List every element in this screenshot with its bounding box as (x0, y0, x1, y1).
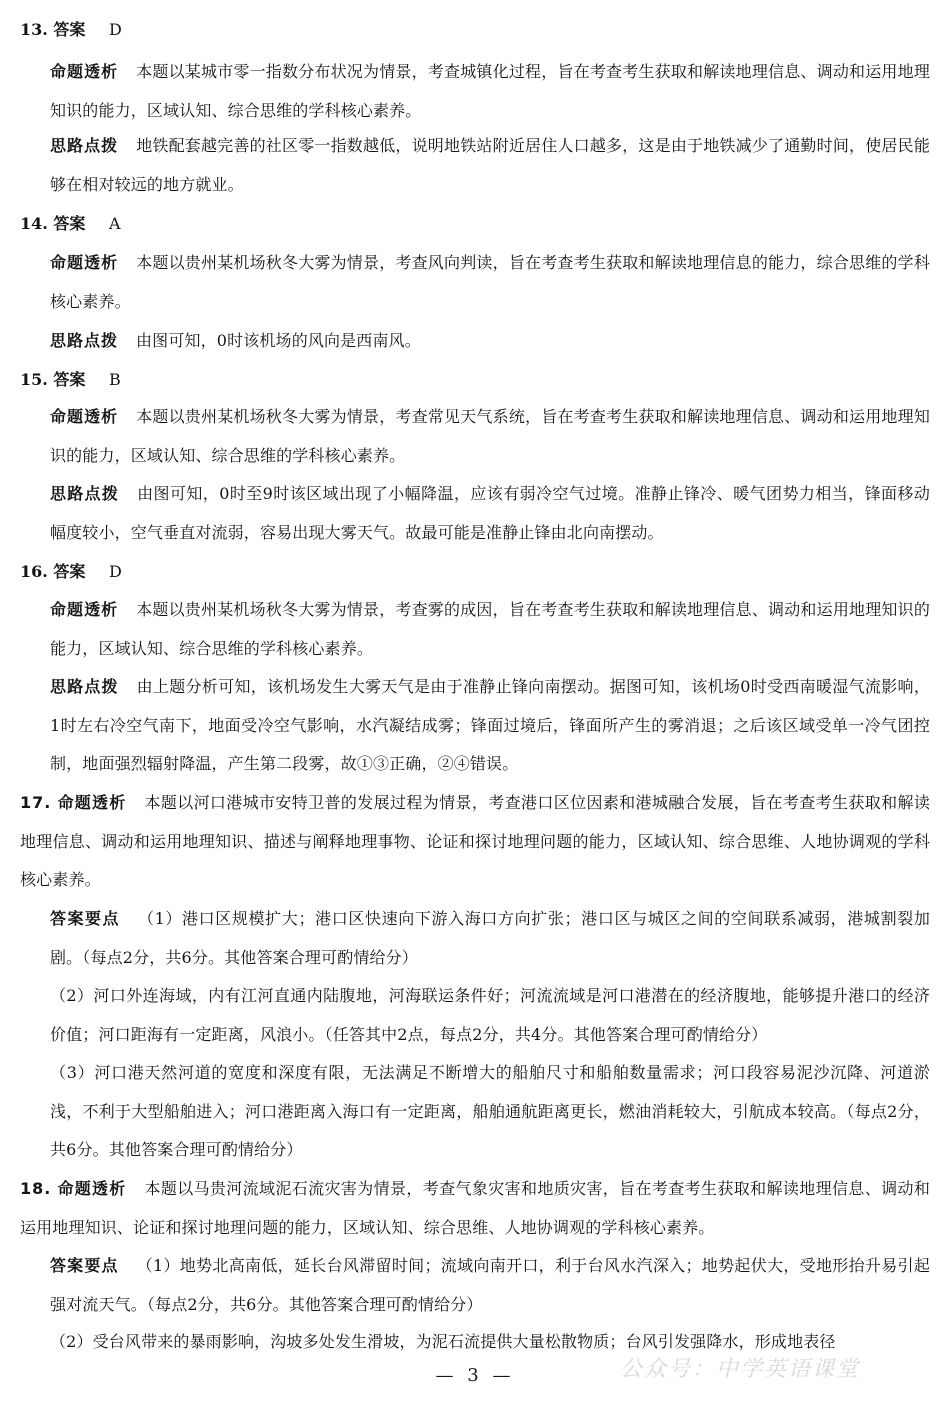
q16-analysis-label: 命题透析 (50, 600, 119, 619)
q17-analysis-text: 本题以河口港城市安特卫普的发展过程为情景，考查港口区位因素和港城融合发展，旨在考查考生获取和解读地理信息、调动和运用地理知识、描述与阐释地理事物、论证和探讨地理问题的能力，区域认知、综合思维、人地协调观的学科核心素养。 (20, 793, 930, 890)
q13-heading (20, 19, 122, 41)
q14-analysis (50, 244, 930, 321)
q16-answer-label: 答案 (53, 562, 86, 581)
q14-answer-label: 答案 (53, 214, 86, 233)
q13-analysis-label: 命题透析 (50, 62, 119, 81)
q13-hint-label: 思路点拨 (50, 136, 119, 155)
q16-hint-label: 思路点拨 (50, 677, 119, 696)
q15-analysis-label: 命题透析 (50, 407, 119, 426)
watermark: 公众号：中学英语课堂 (619, 1357, 860, 1382)
q13-analysis (50, 53, 930, 130)
q16-analysis (50, 591, 930, 668)
q16-analysis-text: 本题以贵州某机场秋冬大雾为情景，考查雾的成因，旨在考查考生获取和解读地理信息、调动和运用地理知识的能力，区域认知、综合思维的学科核心素养。 (50, 600, 930, 658)
q18-point-2: （2）受台风带来的暴雨影响，沟坡多处发生滑坡，为泥石流提供大量松散物质；台风引发强降水，形成地表径 (50, 1332, 836, 1351)
q16-hint-text: 由上题分析可知，该机场发生大雾天气是由于准静止锋向南摆动。据图可知，该机场0时受西南暖湿气流影响，1时左右冷空气南下，地面受冷空气影响，水汽凝结成雾；锋面过境后，锋面所产生的雾消退；之后该区域受单一冷气团控制，地面强烈辐射降温，产生第二段雾，故①③正确，②④错误。 (50, 677, 930, 774)
q14-heading (20, 213, 121, 235)
q15-answer: B (109, 370, 121, 389)
q17-point-3: （3）河口港天然河道的宽度和深度有限，无法满足不断增大的船舶尺寸和船舶数量需求；河口段容易泥沙沉降、河道淤浅，不利于大型船舶进入；河口港距离入海口有一定距离，船舶通航距离更长，燃油消耗较大，引航成本较高。（每点2分，共6分。其他答案合理可酌情给分） (50, 1063, 930, 1160)
q13-answer-label: 答案 (53, 20, 86, 39)
q15-heading (20, 369, 121, 391)
q15-analysis (50, 398, 930, 475)
q15-hint-label: 思路点拨 (50, 484, 120, 503)
q13-hint (50, 127, 930, 204)
q17-point-1 (50, 900, 930, 977)
q14-hint (50, 322, 930, 361)
page-number: — 3 — (435, 1365, 515, 1386)
q17-analysis (20, 784, 930, 900)
q14-analysis-label: 命题透析 (50, 253, 119, 272)
q14-number: 14. (20, 214, 48, 233)
q18-number: 18. (20, 1179, 52, 1198)
q18-analysis-text: 本题以马贵河流域泥石流灾害为情景，考查气象灾害和地质灾害，旨在考查考生获取和解读地理信息、调动和运用地理知识、论证和探讨地理问题的能力，区域认知、综合思维、人地协调观的学科核心素养。 (20, 1179, 930, 1237)
q16-answer: D (109, 562, 122, 581)
q17-analysis-label: 命题透析 (57, 793, 127, 812)
q13-answer: D (109, 20, 122, 39)
q13-hint-text: 地铁配套越完善的社区零一指数越低，说明地铁站附近居住人口越多，这是由于地铁减少了通勤时间，使居民能够在相对较远的地方就业。 (50, 136, 930, 194)
q15-number: 15. (20, 370, 48, 389)
q14-hint-label: 思路点拨 (50, 331, 119, 350)
q17-number: 17. (20, 793, 52, 812)
q15-answer-label: 答案 (53, 370, 86, 389)
q14-answer: A (109, 214, 121, 233)
q15-hint-text: 由图可知，0时至9时该区域出现了小幅降温，应该有弱冷空气过境。准静止锋冷、暖气团势力相当，锋面移动幅度较小，空气垂直对流弱，容易出现大雾天气。故最可能是准静止锋由北向南摆动。 (50, 484, 930, 542)
q13-analysis-text: 本题以某城市零一指数分布状况为情景，考查城镇化过程，旨在考查考生获取和解读地理信息、调动和运用地理知识的能力，区域认知、综合思维的学科核心素养。 (50, 62, 930, 120)
q18-point-1 (50, 1247, 930, 1324)
q18-points-label: 答案要点 (50, 1256, 119, 1275)
q17-point-2: （2）河口外连海域，内有江河直通内陆腹地，河海联运条件好；河流流域是河口港潜在的经济腹地，能够提升港口的经济价值；河口距海有一定距离，风浪小。（任答其中2点，每点2分，共4分。其他答案合理可酌情给分） (50, 986, 930, 1044)
q16-hint (50, 668, 930, 784)
q16-number: 16. (20, 562, 48, 581)
q18-point-1-text: （1）地势北高南低，延长台风滞留时间；流域向南开口，利于台风水汽深入；地势起伏大，受地形抬升易引起强对流天气。（每点2分，共6分。其他答案合理可酌情给分） (50, 1256, 930, 1314)
q18-analysis (20, 1170, 930, 1247)
q17-point-1-text: （1）港口区规模扩大；港口区快速向下游入海口方向扩张；港口区与城区之间的空间联系减弱，港城割裂加剧。（每点2分，共6分。其他答案合理可酌情给分） (50, 909, 930, 967)
q16-heading (20, 561, 122, 583)
q15-hint (50, 475, 930, 552)
q13-number: 13. (20, 20, 48, 39)
q15-analysis-text: 本题以贵州某机场秋冬大雾为情景，考查常见天气系统，旨在考查考生获取和解读地理信息、调动和运用地理知识的能力，区域认知、综合思维的学科核心素养。 (50, 407, 930, 465)
q14-hint-text: 由图可知，0时该机场的风向是西南风。 (136, 331, 421, 350)
q17-points-label: 答案要点 (50, 909, 120, 928)
q14-analysis-text: 本题以贵州某机场秋冬大雾为情景，考查风向判读，旨在考查考生获取和解读地理信息的能力，综合思维的学科核心素养。 (50, 253, 930, 311)
q18-analysis-label: 命题透析 (57, 1179, 127, 1198)
